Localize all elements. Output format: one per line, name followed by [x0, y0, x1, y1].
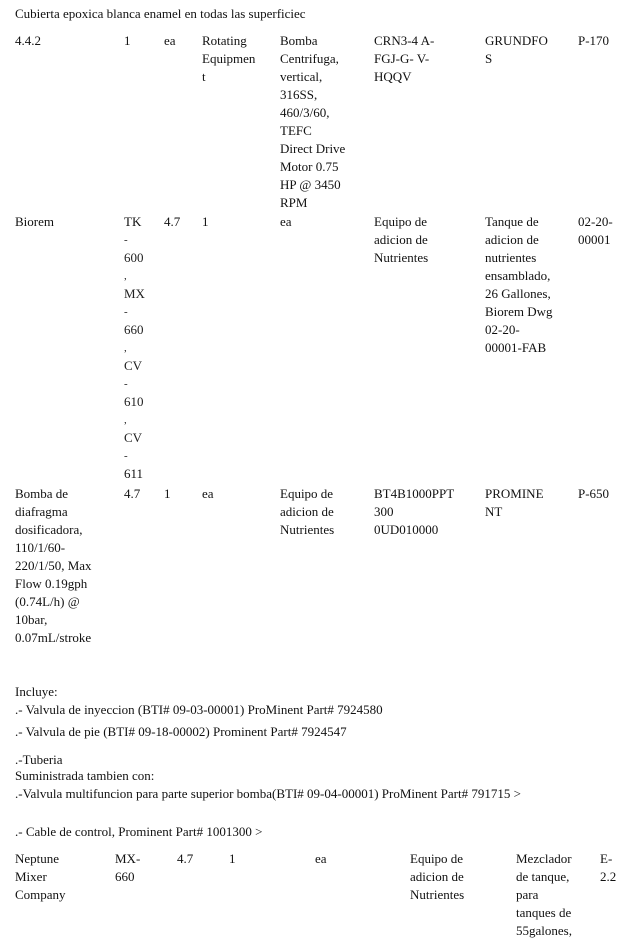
row3-category: Equipo de adicion de Nutrientes [280, 486, 335, 537]
row4-category: Equipo de adicion de Nutrientes [410, 851, 465, 902]
row1-quantity: 1 [124, 33, 131, 48]
tag-part: MX [124, 286, 145, 301]
row1-unit: ea [164, 33, 176, 48]
intro-line: Cubierta epoxica blanca enamel en todas las superficiec [15, 6, 306, 21]
row3-item-number: 4.7 [124, 486, 141, 501]
row4-item-number: 4.7 [177, 851, 194, 866]
row2-part-number: 02-20- 00001 [578, 214, 613, 247]
row3-unit: ea [202, 486, 214, 501]
tag-part: CV [124, 358, 143, 373]
row1-description: Bomba Centrifuga, vertical, 316SS, 460/3/60, TEFC Direct Drive Motor 0.75 HP @ 3450 RPM [280, 33, 346, 210]
row1-model: CRN3-4 A- FGJ-G- V- HQQV [374, 33, 435, 84]
note-also-supplied: Suministrada tambien con: [15, 768, 155, 783]
tag-separator: , [124, 270, 127, 282]
tag-part: TK [124, 214, 142, 229]
row1-tag: P-170 [578, 33, 610, 48]
tag-separator: - [124, 234, 128, 246]
tag-part: 610 [124, 394, 144, 409]
row4-vendor: Neptune Mixer Company [15, 851, 66, 902]
row4-part-number: E- 2.2 [600, 851, 617, 884]
tag-separator: , [124, 414, 127, 426]
row2-description: Tanque de adicion de nutrientes ensamblado, 26 Gallones, Biorem Dwg 02-20- 00001-FAB [485, 214, 553, 355]
tag-separator: , [124, 342, 127, 354]
notes-includes-heading: Incluye: [15, 684, 58, 699]
row4-quantity: 1 [229, 851, 236, 866]
note-tubing: .-Tuberia [15, 752, 63, 767]
row2-item-number: 4.7 [164, 214, 181, 229]
row4-tag: MX- 660 [115, 851, 141, 884]
row3-description: Bomba de diafragma dosificadora, 110/1/60- 220/1/50, Max Flow 0.19gph (0.74L/h) @ 10bar, 0.07mL/stroke [15, 486, 92, 645]
row1-item-number: 4.4.2 [15, 33, 41, 48]
row3-tag: P-650 [578, 486, 610, 501]
tag-part: 611 [124, 466, 144, 481]
row3-manufacturer: PROMINE NT [485, 486, 544, 519]
tag-separator: - [124, 378, 128, 390]
note-foot-valve: .- Valvula de pie (BTI# 09-18-00002) Prominent Part# 7924547 [15, 724, 347, 739]
row2-tag-list [124, 213, 154, 483]
row3-model: BT4B1000PPT 300 0UD010000 [374, 486, 455, 537]
tag-part: 600 [124, 250, 144, 265]
note-injection-valve: .- Valvula de inyeccion (BTI# 09-03-00001) ProMinent Part# 7924580 [15, 702, 383, 717]
tag-part: CV [124, 430, 143, 445]
row1-category: Rotating Equipmen t [202, 33, 256, 84]
row1-manufacturer: GRUNDFO S [485, 33, 548, 66]
tag-separator: - [124, 450, 128, 462]
note-multifunction-valve: .-Valvula multifuncion para parte superior bomba(BTI# 09-04-00001) ProMinent Part# 791715 > [15, 786, 521, 801]
row2-vendor: Biorem [15, 214, 54, 229]
row4-unit: ea [315, 851, 327, 866]
row2-quantity: 1 [202, 214, 209, 229]
note-control-cable: .- Cable de control, Prominent Part# 1001300 > [15, 824, 263, 839]
row2-unit: ea [280, 214, 292, 229]
row3-quantity: 1 [164, 486, 171, 501]
tag-separator: - [124, 306, 128, 318]
row2-category: Equipo de adicion de Nutrientes [374, 214, 429, 265]
row4-description: Mezclador de tanque, para tanques de 55galones, [516, 851, 572, 938]
tag-part: 660 [124, 322, 144, 337]
